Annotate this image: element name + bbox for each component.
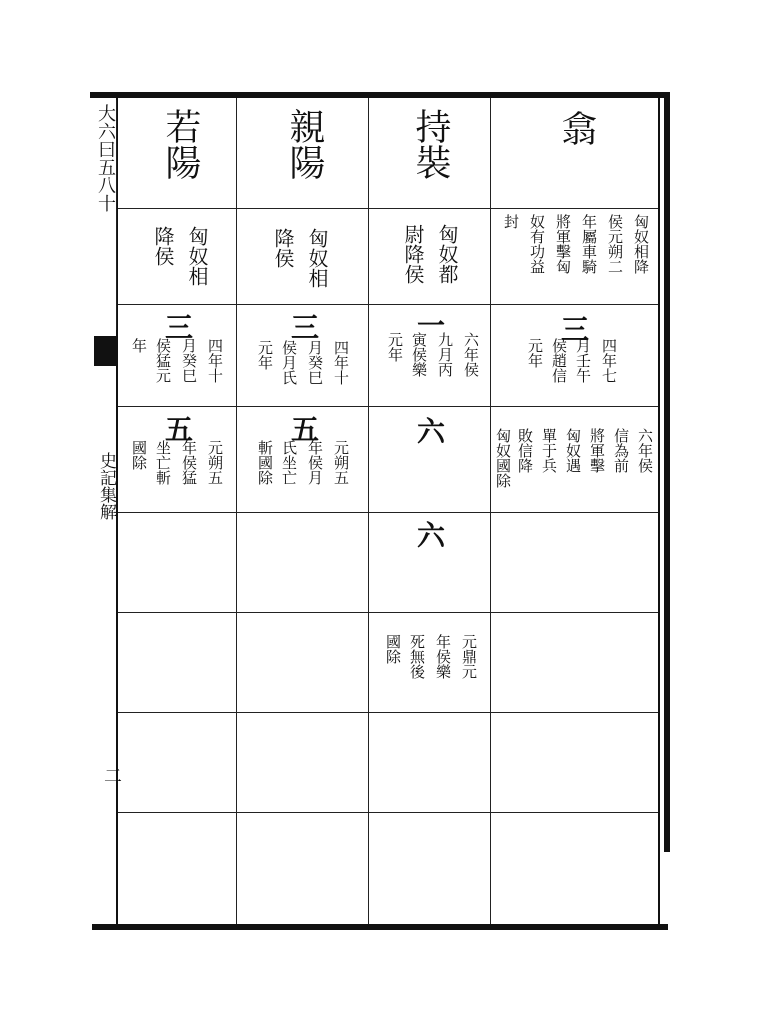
frame-top-border [90, 92, 670, 98]
frame-right-border [664, 92, 670, 852]
col-title-chizhuang: 持裝 [410, 108, 451, 180]
col-qinyang-row3-num: 五 [290, 413, 319, 446]
grid-row-divider [118, 612, 658, 613]
grid-col-divider [490, 98, 491, 924]
col-title-ruoyang: 若陽 [160, 108, 201, 180]
gutter-header [94, 100, 117, 330]
col-chizhuang-row4-num: 六 [416, 519, 445, 552]
col-qinyang-row2-num: 三 [290, 311, 319, 344]
col-ruoyang-row3-num: 五 [164, 413, 193, 446]
grid-row-divider [118, 406, 658, 407]
col-xi-row2-num: 三 [560, 313, 589, 346]
col-title-xi: 翕 [556, 110, 597, 146]
grid-row-divider [118, 512, 658, 513]
gutter-page-number: 二 [101, 766, 122, 784]
col-title-qinyang: 親陽 [284, 108, 325, 180]
col-ruoyang-row2-num: 三 [164, 311, 193, 344]
grid-row-divider [118, 304, 658, 305]
frame-bottom-border [92, 924, 668, 930]
grid-col-divider [368, 98, 369, 924]
grid-col-divider [236, 98, 237, 924]
grid-row-divider [118, 712, 658, 713]
gutter-top-text: 大六曰五八十 [95, 104, 116, 212]
gutter-fish-tail [94, 336, 116, 366]
grid-row-divider [118, 812, 658, 813]
frame-right-inner-border [658, 98, 660, 924]
gutter-book-title: 史記集解 [96, 452, 116, 520]
grid-row-divider [118, 208, 658, 209]
col-chizhuang-row3-num: 六 [416, 415, 445, 448]
col-chizhuang-row2-num: 一 [416, 309, 445, 342]
